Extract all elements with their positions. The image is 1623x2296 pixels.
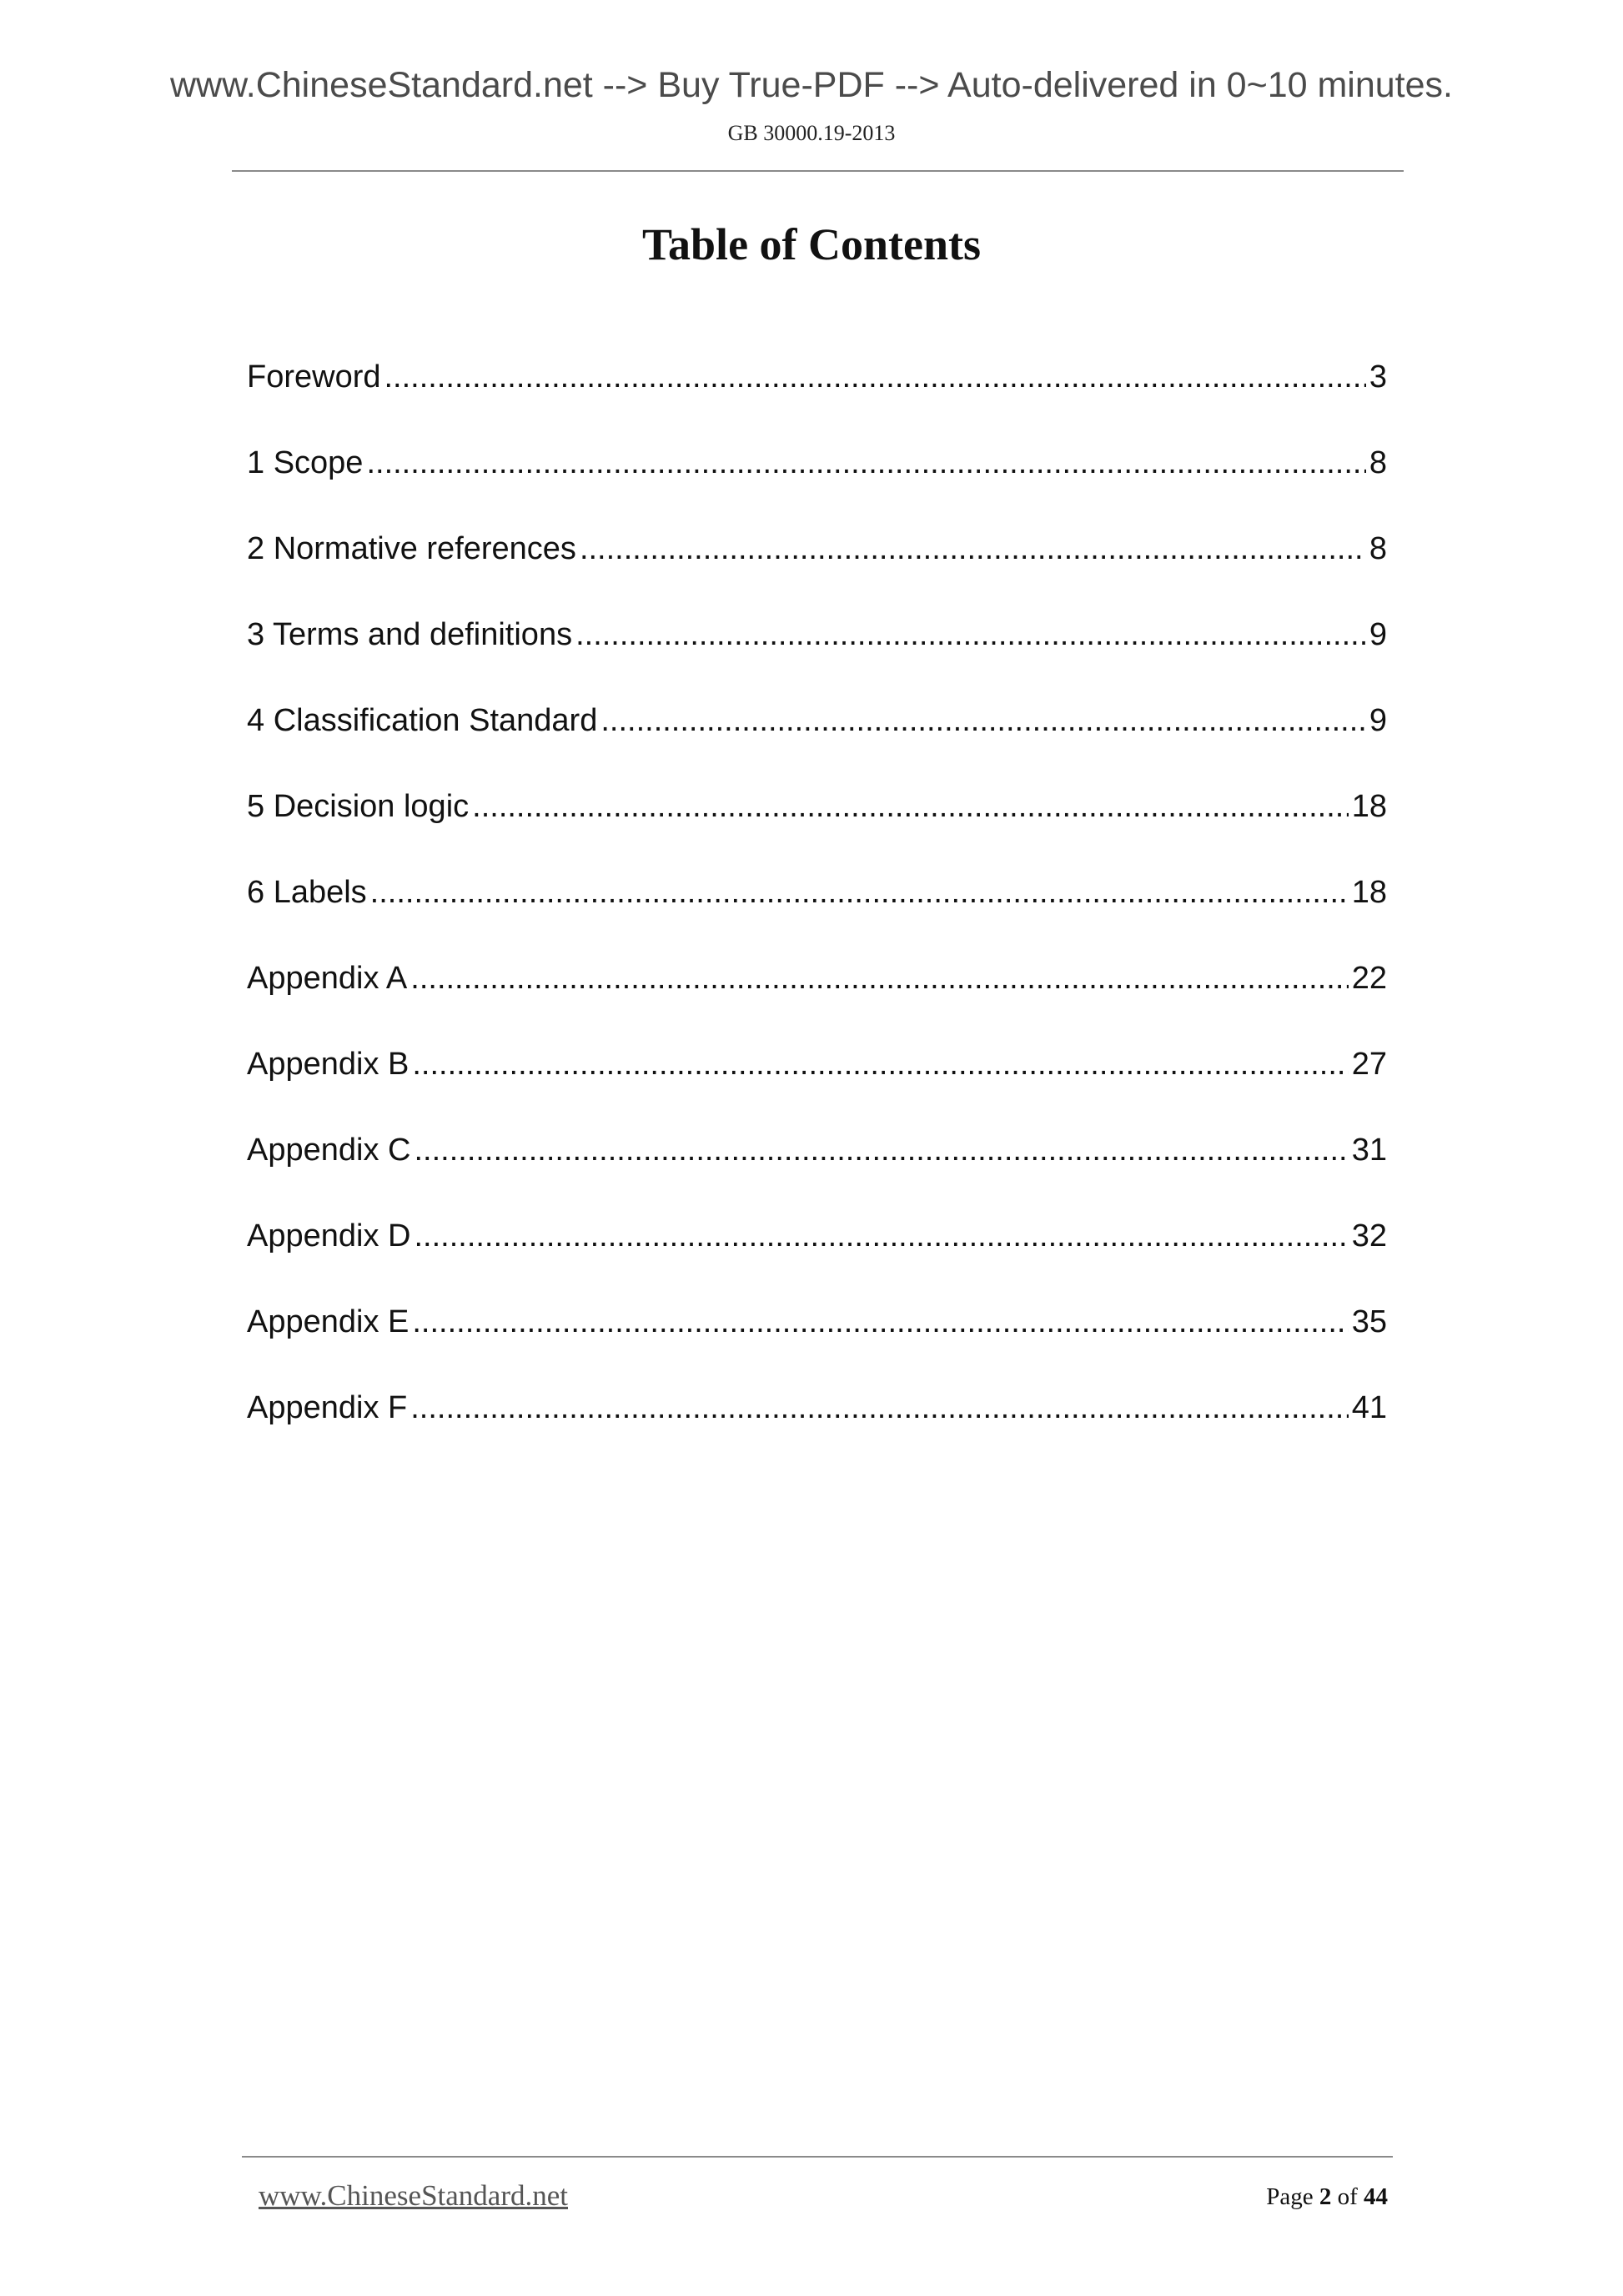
toc-dot-leader bbox=[370, 867, 1349, 917]
toc-entry-normative-references[interactable] bbox=[247, 524, 1387, 610]
toc-entry-page: 18 bbox=[1351, 789, 1387, 824]
toc-entry-label: Appendix B bbox=[247, 1047, 410, 1082]
toc-dot-leader bbox=[384, 352, 1366, 402]
toc-entry-foreword[interactable] bbox=[247, 352, 1387, 438]
toc-entry-page: 3 bbox=[1369, 359, 1387, 394]
toc-entry-labels[interactable] bbox=[247, 867, 1387, 953]
toc-entry-label: 1 Scope bbox=[247, 445, 364, 480]
toc-dot-leader bbox=[412, 1039, 1348, 1089]
toc-entry-label: 5 Decision logic bbox=[247, 789, 470, 824]
footer-divider bbox=[242, 2156, 1393, 2158]
toc-dot-leader bbox=[412, 1297, 1348, 1347]
toc-entry-label: Foreword bbox=[247, 359, 381, 394]
toc-entry-appendix-c[interactable] bbox=[247, 1125, 1387, 1211]
page-number bbox=[1266, 2183, 1388, 2211]
header-banner: www.ChineseStandard.net --> Buy True-PDF --> Auto-delivered in 0~10 minutes. bbox=[169, 65, 1453, 105]
toc-entry-page: 22 bbox=[1351, 961, 1387, 996]
standard-code: GB 30000.19-2013 bbox=[727, 121, 896, 145]
toc-entry-page: 18 bbox=[1351, 875, 1387, 910]
footer-website-link[interactable]: www.ChineseStandard.net bbox=[259, 2179, 568, 2212]
toc-entry-scope[interactable] bbox=[247, 438, 1387, 524]
toc-entry-label: Appendix F bbox=[247, 1390, 408, 1425]
header-divider bbox=[232, 170, 1404, 172]
toc-dot-leader bbox=[410, 1383, 1348, 1433]
toc-dot-leader bbox=[580, 524, 1366, 574]
table-of-contents bbox=[247, 352, 1387, 1469]
page-current: 2 bbox=[1319, 2183, 1332, 2210]
toc-entry-page: 27 bbox=[1351, 1047, 1387, 1082]
page-prefix: Page bbox=[1266, 2183, 1314, 2210]
toc-entry-classification-standard[interactable] bbox=[247, 696, 1387, 781]
toc-entry-label: 3 Terms and definitions bbox=[247, 617, 573, 652]
toc-dot-leader bbox=[410, 953, 1348, 1003]
toc-entry-label: Appendix E bbox=[247, 1304, 410, 1339]
toc-entry-page: 9 bbox=[1369, 703, 1387, 738]
toc-entry-page: 9 bbox=[1369, 617, 1387, 652]
toc-entry-label: Appendix A bbox=[247, 961, 408, 996]
toc-entry-label: 6 Labels bbox=[247, 875, 367, 910]
toc-dot-leader bbox=[472, 781, 1349, 831]
toc-entry-appendix-b[interactable] bbox=[247, 1039, 1387, 1125]
toc-entry-page: 8 bbox=[1369, 531, 1387, 566]
toc-entry-page: 8 bbox=[1369, 445, 1387, 480]
toc-entry-label: Appendix C bbox=[247, 1133, 411, 1168]
toc-entry-page: 35 bbox=[1351, 1304, 1387, 1339]
toc-entry-terms-and-definitions[interactable] bbox=[247, 610, 1387, 696]
toc-entry-label: Appendix D bbox=[247, 1218, 411, 1254]
toc-entry-appendix-f[interactable] bbox=[247, 1383, 1387, 1469]
page-title: Table of Contents bbox=[641, 219, 982, 269]
toc-dot-leader bbox=[414, 1211, 1348, 1261]
toc-entry-appendix-a[interactable] bbox=[247, 953, 1387, 1039]
toc-entry-label: 2 Normative references bbox=[247, 531, 576, 566]
toc-entry-page: 31 bbox=[1351, 1133, 1387, 1168]
toc-dot-leader bbox=[600, 696, 1366, 746]
toc-entry-appendix-d[interactable] bbox=[247, 1211, 1387, 1297]
toc-dot-leader bbox=[366, 438, 1365, 488]
toc-entry-label: 4 Classification Standard bbox=[247, 703, 598, 738]
toc-dot-leader bbox=[575, 610, 1366, 660]
page-of: of bbox=[1337, 2183, 1358, 2210]
toc-entry-appendix-e[interactable] bbox=[247, 1297, 1387, 1383]
toc-dot-leader bbox=[414, 1125, 1348, 1175]
toc-entry-page: 32 bbox=[1351, 1218, 1387, 1254]
toc-entry-page: 41 bbox=[1351, 1390, 1387, 1425]
toc-entry-decision-logic[interactable] bbox=[247, 781, 1387, 867]
page-total: 44 bbox=[1364, 2183, 1388, 2210]
